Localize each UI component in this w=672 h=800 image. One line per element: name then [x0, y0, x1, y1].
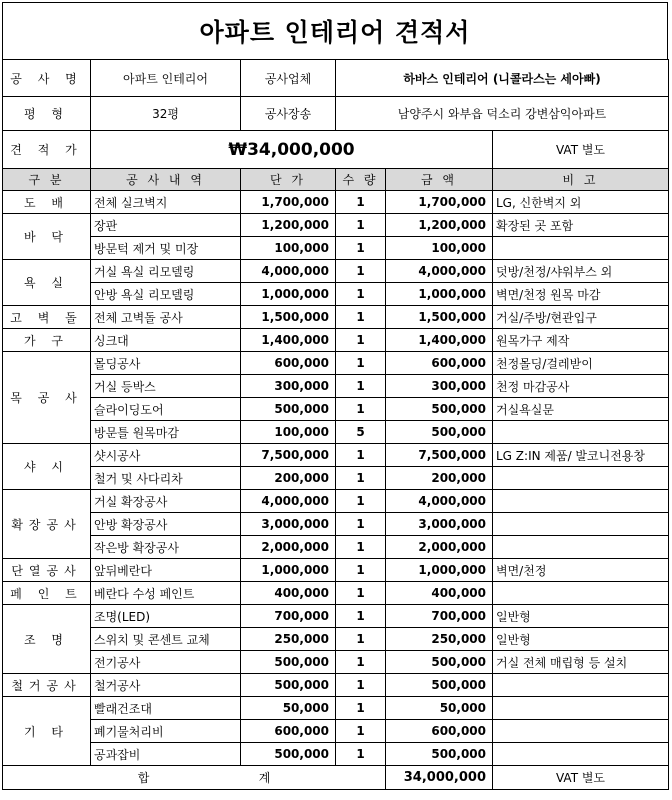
item-unit-price: 4,000,000 — [241, 490, 336, 513]
item-amount: 1,700,000 — [386, 191, 493, 214]
item-desc: 싱크대 — [91, 329, 241, 352]
item-unit-price: 1,000,000 — [241, 559, 336, 582]
table-row — [3, 559, 669, 582]
item-unit-price: 100,000 — [241, 421, 336, 444]
category-cell: 샤 시 — [3, 444, 91, 490]
item-desc: 전체 실크벽지 — [91, 191, 241, 214]
table-row — [3, 651, 669, 674]
item-unit-price: 250,000 — [241, 628, 336, 651]
item-desc: 스위치 및 콘센트 교체 — [91, 628, 241, 651]
item-note — [493, 536, 669, 559]
item-note — [493, 743, 669, 766]
item-desc: 앞뒤베란다 — [91, 559, 241, 582]
item-unit-price: 1,200,000 — [241, 214, 336, 237]
item-qty: 1 — [336, 743, 386, 766]
header-qty: 수 량 — [336, 169, 386, 191]
header-desc: 공 사 내 역 — [91, 169, 241, 191]
item-amount: 3,000,000 — [386, 513, 493, 536]
item-amount: 1,200,000 — [386, 214, 493, 237]
item-note: 확장된 곳 포함 — [493, 214, 669, 237]
item-unit-price: 600,000 — [241, 352, 336, 375]
item-note — [493, 513, 669, 536]
size-label: 평 형 — [3, 97, 91, 131]
item-desc: 샷시공사 — [91, 444, 241, 467]
header-amount: 금 액 — [386, 169, 493, 191]
item-note: 벽면/천정 — [493, 559, 669, 582]
item-qty: 1 — [336, 628, 386, 651]
item-desc: 슬라이딩도어 — [91, 398, 241, 421]
table-row — [3, 214, 669, 237]
item-unit-price: 600,000 — [241, 720, 336, 743]
table-row — [3, 697, 669, 720]
site-value: 남양주시 와부읍 덕소리 강변삼익아파트 — [336, 97, 669, 131]
table-header-row — [3, 169, 669, 191]
item-qty: 1 — [336, 559, 386, 582]
table-row — [3, 513, 669, 536]
item-amount: 100,000 — [386, 237, 493, 260]
item-qty: 1 — [336, 260, 386, 283]
document-title: 아파트 인테리어 견적서 — [2, 2, 668, 60]
category-cell: 목 공 사 — [3, 352, 91, 444]
item-note: 거실/주방/현관입구 — [493, 306, 669, 329]
item-note — [493, 674, 669, 697]
table-row — [3, 444, 669, 467]
item-unit-price: 400,000 — [241, 582, 336, 605]
total-label-left: 합 — [137, 771, 150, 785]
item-amount: 500,000 — [386, 421, 493, 444]
item-note — [493, 720, 669, 743]
item-amount: 500,000 — [386, 674, 493, 697]
item-amount: 2,000,000 — [386, 536, 493, 559]
item-qty: 1 — [336, 398, 386, 421]
category-cell: 확장공사 — [3, 490, 91, 559]
item-note: 원목가구 제작 — [493, 329, 669, 352]
item-amount: 500,000 — [386, 743, 493, 766]
item-note: 천정 마감공사 — [493, 375, 669, 398]
item-desc: 방문턱 제거 및 미장 — [91, 237, 241, 260]
item-unit-price: 1,700,000 — [241, 191, 336, 214]
item-note — [493, 697, 669, 720]
item-qty: 1 — [336, 490, 386, 513]
item-qty: 1 — [336, 191, 386, 214]
item-amount: 4,000,000 — [386, 260, 493, 283]
item-note: 일반형 — [493, 605, 669, 628]
item-qty: 1 — [336, 306, 386, 329]
item-qty: 1 — [336, 513, 386, 536]
total-note: VAT 별도 — [493, 766, 669, 790]
item-qty: 1 — [336, 467, 386, 490]
item-unit-price: 500,000 — [241, 651, 336, 674]
table-row — [3, 467, 669, 490]
item-note: 덧방/천정/샤워부스 외 — [493, 260, 669, 283]
item-qty: 1 — [336, 697, 386, 720]
item-desc: 안방 확장공사 — [91, 513, 241, 536]
item-qty: 1 — [336, 605, 386, 628]
item-note: LG Z:IN 제품/ 발코니전용창 — [493, 444, 669, 467]
item-qty: 1 — [336, 674, 386, 697]
category-cell: 욕 실 — [3, 260, 91, 306]
item-desc: 몰딩공사 — [91, 352, 241, 375]
item-note — [493, 582, 669, 605]
item-desc: 장판 — [91, 214, 241, 237]
item-qty: 1 — [336, 237, 386, 260]
item-amount: 500,000 — [386, 398, 493, 421]
table-row — [3, 352, 669, 375]
item-unit-price: 3,000,000 — [241, 513, 336, 536]
table-row — [3, 490, 669, 513]
total-row — [3, 766, 669, 790]
category-cell: 페 인 트 — [3, 582, 91, 605]
item-amount: 7,500,000 — [386, 444, 493, 467]
item-unit-price: 1,400,000 — [241, 329, 336, 352]
header-unit-price: 단 가 — [241, 169, 336, 191]
estimate-label: 견 적 가 — [3, 131, 91, 169]
item-amount: 600,000 — [386, 352, 493, 375]
item-qty: 1 — [336, 651, 386, 674]
item-unit-price: 7,500,000 — [241, 444, 336, 467]
category-cell: 가 구 — [3, 329, 91, 352]
category-cell: 단열공사 — [3, 559, 91, 582]
item-amount: 200,000 — [386, 467, 493, 490]
item-unit-price: 1,500,000 — [241, 306, 336, 329]
size-value: 32평 — [91, 97, 241, 131]
item-desc: 거실 욕실 리모델링 — [91, 260, 241, 283]
item-amount: 1,000,000 — [386, 283, 493, 306]
item-unit-price: 1,000,000 — [241, 283, 336, 306]
vat-note: VAT 별도 — [493, 131, 669, 169]
item-amount: 400,000 — [386, 582, 493, 605]
item-note: 일반형 — [493, 628, 669, 651]
item-desc: 전기공사 — [91, 651, 241, 674]
item-unit-price: 500,000 — [241, 674, 336, 697]
item-unit-price: 300,000 — [241, 375, 336, 398]
contractor-value: 하바스 인테리어 (니콜라스는 세아빠) — [336, 60, 669, 97]
company-value: 아파트 인테리어 — [91, 60, 241, 97]
table-row — [3, 283, 669, 306]
item-amount: 1,000,000 — [386, 559, 493, 582]
info-row-size — [3, 97, 669, 131]
item-desc: 작은방 확장공사 — [91, 536, 241, 559]
item-unit-price: 100,000 — [241, 237, 336, 260]
item-desc: 방문틀 원목마감 — [91, 421, 241, 444]
contractor-label: 공사업체 — [241, 60, 336, 97]
category-cell: 철거공사 — [3, 674, 91, 697]
item-qty: 1 — [336, 283, 386, 306]
table-row — [3, 536, 669, 559]
item-amount: 600,000 — [386, 720, 493, 743]
item-qty: 1 — [336, 352, 386, 375]
table-row — [3, 329, 669, 352]
item-amount: 300,000 — [386, 375, 493, 398]
item-unit-price: 4,000,000 — [241, 260, 336, 283]
item-note: 거실욕실문 — [493, 398, 669, 421]
item-amount: 700,000 — [386, 605, 493, 628]
item-qty: 1 — [336, 536, 386, 559]
item-desc: 전체 고벽돌 공사 — [91, 306, 241, 329]
item-desc: 철거 및 사다리차 — [91, 467, 241, 490]
table-row — [3, 605, 669, 628]
item-desc: 폐기물처리비 — [91, 720, 241, 743]
info-row-company — [3, 60, 669, 97]
table-row — [3, 720, 669, 743]
header-note: 비 고 — [493, 169, 669, 191]
item-qty: 1 — [336, 329, 386, 352]
item-desc: 조명(LED) — [91, 605, 241, 628]
item-amount: 250,000 — [386, 628, 493, 651]
item-unit-price: 200,000 — [241, 467, 336, 490]
item-unit-price: 700,000 — [241, 605, 336, 628]
item-amount: 4,000,000 — [386, 490, 493, 513]
header-category: 구 분 — [3, 169, 91, 191]
estimate-value: ₩34,000,000 — [91, 131, 493, 169]
item-qty: 1 — [336, 444, 386, 467]
item-amount: 500,000 — [386, 651, 493, 674]
table-row — [3, 191, 669, 214]
item-unit-price: 2,000,000 — [241, 536, 336, 559]
total-label-cell — [3, 766, 386, 790]
item-amount: 1,500,000 — [386, 306, 493, 329]
table-row — [3, 421, 669, 444]
total-label-right: 계 — [258, 771, 271, 785]
table-row — [3, 674, 669, 697]
item-qty: 1 — [336, 720, 386, 743]
item-amount: 50,000 — [386, 697, 493, 720]
table-row — [3, 306, 669, 329]
category-cell: 도 배 — [3, 191, 91, 214]
info-row-estimate — [3, 131, 669, 169]
item-note: 벽면/천정 원목 마감 — [493, 283, 669, 306]
item-desc: 안방 욕실 리모델링 — [91, 283, 241, 306]
item-note — [493, 237, 669, 260]
items-body — [3, 191, 669, 766]
item-desc: 공과잡비 — [91, 743, 241, 766]
item-unit-price: 500,000 — [241, 398, 336, 421]
item-desc: 베란다 수성 페인트 — [91, 582, 241, 605]
item-qty: 1 — [336, 582, 386, 605]
total-amount: 34,000,000 — [386, 766, 493, 790]
item-qty: 5 — [336, 421, 386, 444]
item-desc: 거실 확장공사 — [91, 490, 241, 513]
table-row — [3, 743, 669, 766]
company-label: 공 사 명 — [3, 60, 91, 97]
category-cell: 기 타 — [3, 697, 91, 766]
table-row — [3, 398, 669, 421]
item-desc: 빨래건조대 — [91, 697, 241, 720]
item-note: 천정몰딩/걸레받이 — [493, 352, 669, 375]
site-label: 공사장송 — [241, 97, 336, 131]
item-note: LG, 신한벽지 외 — [493, 191, 669, 214]
table-row — [3, 260, 669, 283]
item-note — [493, 421, 669, 444]
table-row — [3, 375, 669, 398]
category-cell: 고 벽 돌 — [3, 306, 91, 329]
item-qty: 1 — [336, 375, 386, 398]
item-unit-price: 500,000 — [241, 743, 336, 766]
estimate-table — [2, 59, 669, 790]
item-qty: 1 — [336, 214, 386, 237]
item-note: 거실 전체 매립형 등 설치 — [493, 651, 669, 674]
item-note — [493, 467, 669, 490]
table-row — [3, 582, 669, 605]
item-unit-price: 50,000 — [241, 697, 336, 720]
category-cell: 조 명 — [3, 605, 91, 674]
item-note — [493, 490, 669, 513]
category-cell: 바 닥 — [3, 214, 91, 260]
item-amount: 1,400,000 — [386, 329, 493, 352]
table-row — [3, 628, 669, 651]
item-desc: 철거공사 — [91, 674, 241, 697]
item-desc: 거실 등박스 — [91, 375, 241, 398]
table-row — [3, 237, 669, 260]
